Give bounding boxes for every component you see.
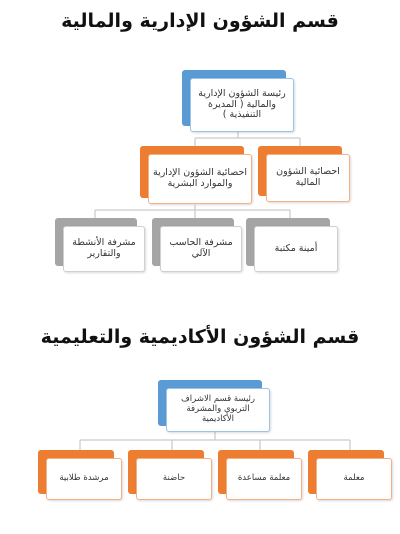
section1-head-node — [182, 70, 294, 134]
section1-title: قسم الشؤون الإدارية والمالية — [61, 10, 339, 32]
activities-supervisor-label: مشرفة الأنشطة والتقارير — [63, 226, 145, 272]
assistant-teacher-label: معلمة مساعدة — [226, 458, 302, 500]
section2-title: قسم الشؤون الأكاديمية والتعليمية — [40, 326, 360, 348]
activities-supervisor-node — [55, 218, 145, 274]
computer-supervisor-label: مشرفة الحاسب الآلي — [160, 226, 242, 272]
librarian-node — [246, 218, 338, 274]
nurse-label: حاضنة — [136, 458, 212, 500]
nurse-node — [128, 450, 212, 502]
student-counselor-label: مرشدة طلابية — [46, 458, 122, 500]
computer-supervisor-node — [152, 218, 242, 274]
finance-statistician-node — [258, 146, 350, 204]
section2-head-node — [158, 380, 270, 434]
section1-head-label: رئيسة الشؤون الإدارية والمالية ( المديرة التنفيذية ) — [190, 78, 294, 132]
section2-head-label: رئيسة قسم الاشراف التربوي والمشرفة الأكاديمية — [166, 388, 270, 432]
hr-statistician-node — [140, 146, 252, 206]
student-counselor-node — [38, 450, 122, 502]
finance-statistician-label: احصائية الشؤون المالية — [266, 154, 350, 202]
teacher-label: معلمة — [316, 458, 392, 500]
hr-statistician-label: احصائية الشؤون الإدارية والموارد البشرية — [148, 154, 252, 204]
teacher-node — [308, 450, 392, 502]
librarian-label: أمينة مكتبة — [254, 226, 338, 272]
assistant-teacher-node — [218, 450, 302, 502]
